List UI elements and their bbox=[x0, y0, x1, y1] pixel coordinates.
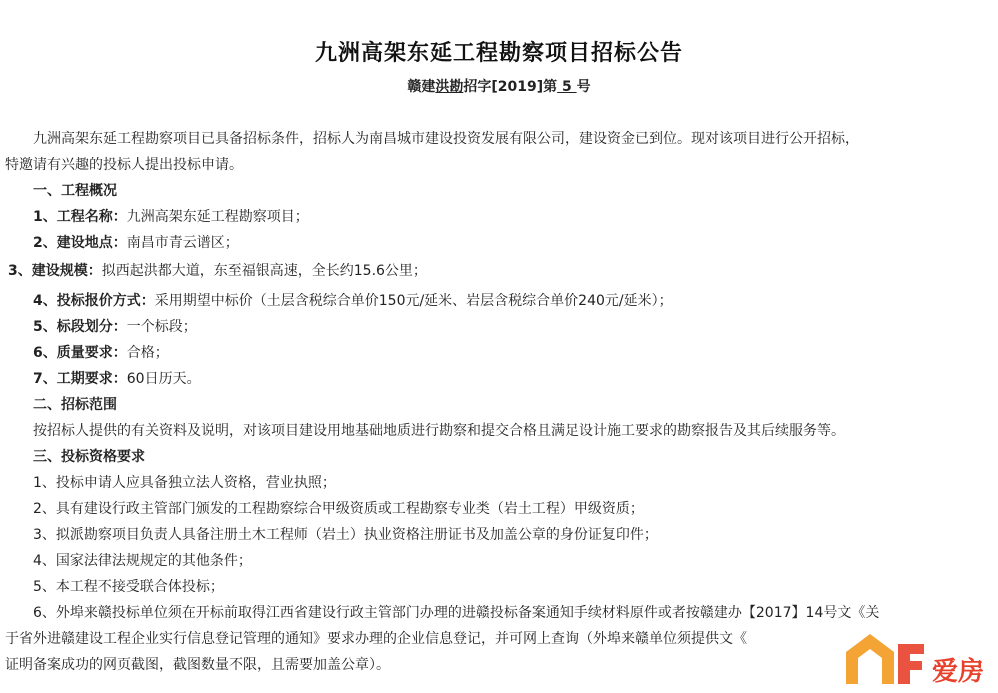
item-label: 6、质量要求： bbox=[33, 345, 127, 361]
doc-number-suffix: 号 bbox=[576, 79, 591, 95]
section2-heading: 二、招标范围 bbox=[33, 397, 117, 413]
section3-item: 3、拟派勘察项目负责人具备注册土木工程师（岩土）执业资格注册证书及加盖公章的身份证复印件； bbox=[33, 527, 658, 543]
section3-item: 5、本工程不接受联合体投标； bbox=[33, 579, 224, 595]
item-value: 合格； bbox=[126, 345, 169, 361]
aifang-watermark-logo bbox=[840, 628, 998, 689]
section3-heading: 三、投标资格要求 bbox=[33, 449, 145, 465]
section1-item bbox=[33, 234, 239, 252]
section1-item bbox=[33, 370, 201, 388]
doc-number-middle: 招字[2019]第 bbox=[463, 79, 558, 95]
section1-item bbox=[8, 262, 427, 280]
section3-item6-line2: 于省外进赣建设工程企业实行信息登记管理的通知》要求办理的企业信息登记，并可网上查询（外埠来赣单位须提供文《 bbox=[5, 631, 747, 647]
section1-item bbox=[33, 344, 169, 362]
section3-item6-line1: 6、外埠来赣投标单位须在开标前取得江西省建设行政主管部门办理的进赣投标备案通知手续材料原件或者按赣建办【2017】14号文《关 bbox=[33, 605, 880, 621]
section3-item: 4、国家法律法规规定的其他条件； bbox=[33, 553, 252, 569]
doc-number-prefix: 赣建 bbox=[407, 79, 436, 95]
item-value: 拟西起洪都大道，东至福银高速，全长约15.6公里； bbox=[101, 263, 427, 279]
item-value: 一个标段； bbox=[126, 319, 197, 335]
item-value: 采用期望中标价（土层含税综合单价150元/延米、岩层含税综合单价240元/延米）； bbox=[154, 293, 673, 309]
section1-item bbox=[33, 292, 673, 310]
page-title: 九洲高架东延工程勘察项目招标公告 bbox=[314, 41, 683, 66]
item-label: 5、标段划分： bbox=[33, 319, 127, 335]
doc-number-value: 5 bbox=[557, 79, 577, 95]
item-value: 南昌市青云谱区； bbox=[126, 235, 239, 251]
item-value: 九洲高架东延工程勘察项目； bbox=[126, 209, 309, 225]
section1-item bbox=[33, 318, 197, 336]
intro-line-2: 特邀请有兴趣的投标人提出投标申请。 bbox=[5, 157, 243, 173]
document-number bbox=[0, 76, 998, 96]
house-logo-icon bbox=[840, 628, 998, 689]
item-label: 3、建设规模： bbox=[8, 263, 102, 279]
section1-heading: 一、工程概况 bbox=[33, 183, 117, 199]
item-value: 60日历天。 bbox=[126, 371, 201, 387]
item-label: 4、投标报价方式： bbox=[33, 293, 155, 309]
section1-item bbox=[33, 208, 309, 226]
watermark-text: 爱房 bbox=[932, 657, 985, 687]
item-label: 7、工期要求： bbox=[33, 371, 127, 387]
section3-item: 2、具有建设行政主管部门颁发的工程勘察综合甲级资质或工程勘察专业类（岩土工程）甲级资质； bbox=[33, 501, 644, 517]
item-label: 1、工程名称： bbox=[33, 209, 127, 225]
doc-number-underlined: 洪勘 bbox=[435, 79, 464, 95]
section2-text: 按招标人提供的有关资料及说明，对该项目建设用地基础地质进行勘察和提交合格且满足设计施工要求的勘察报告及其后续服务等。 bbox=[33, 423, 845, 439]
item-label: 2、建设地点： bbox=[33, 235, 127, 251]
section3-item6-line3: 证明备案成功的网页截图，截图数量不限，且需要加盖公章）。 bbox=[5, 657, 390, 673]
intro-line-1: 九洲高架东延工程勘察项目已具备招标条件，招标人为南昌城市建设投资发展有限公司，建设资金已到位。现对该项目进行公开招标， bbox=[33, 131, 859, 147]
section3-item: 1、投标申请人应具备独立法人资格，营业执照； bbox=[33, 475, 336, 491]
